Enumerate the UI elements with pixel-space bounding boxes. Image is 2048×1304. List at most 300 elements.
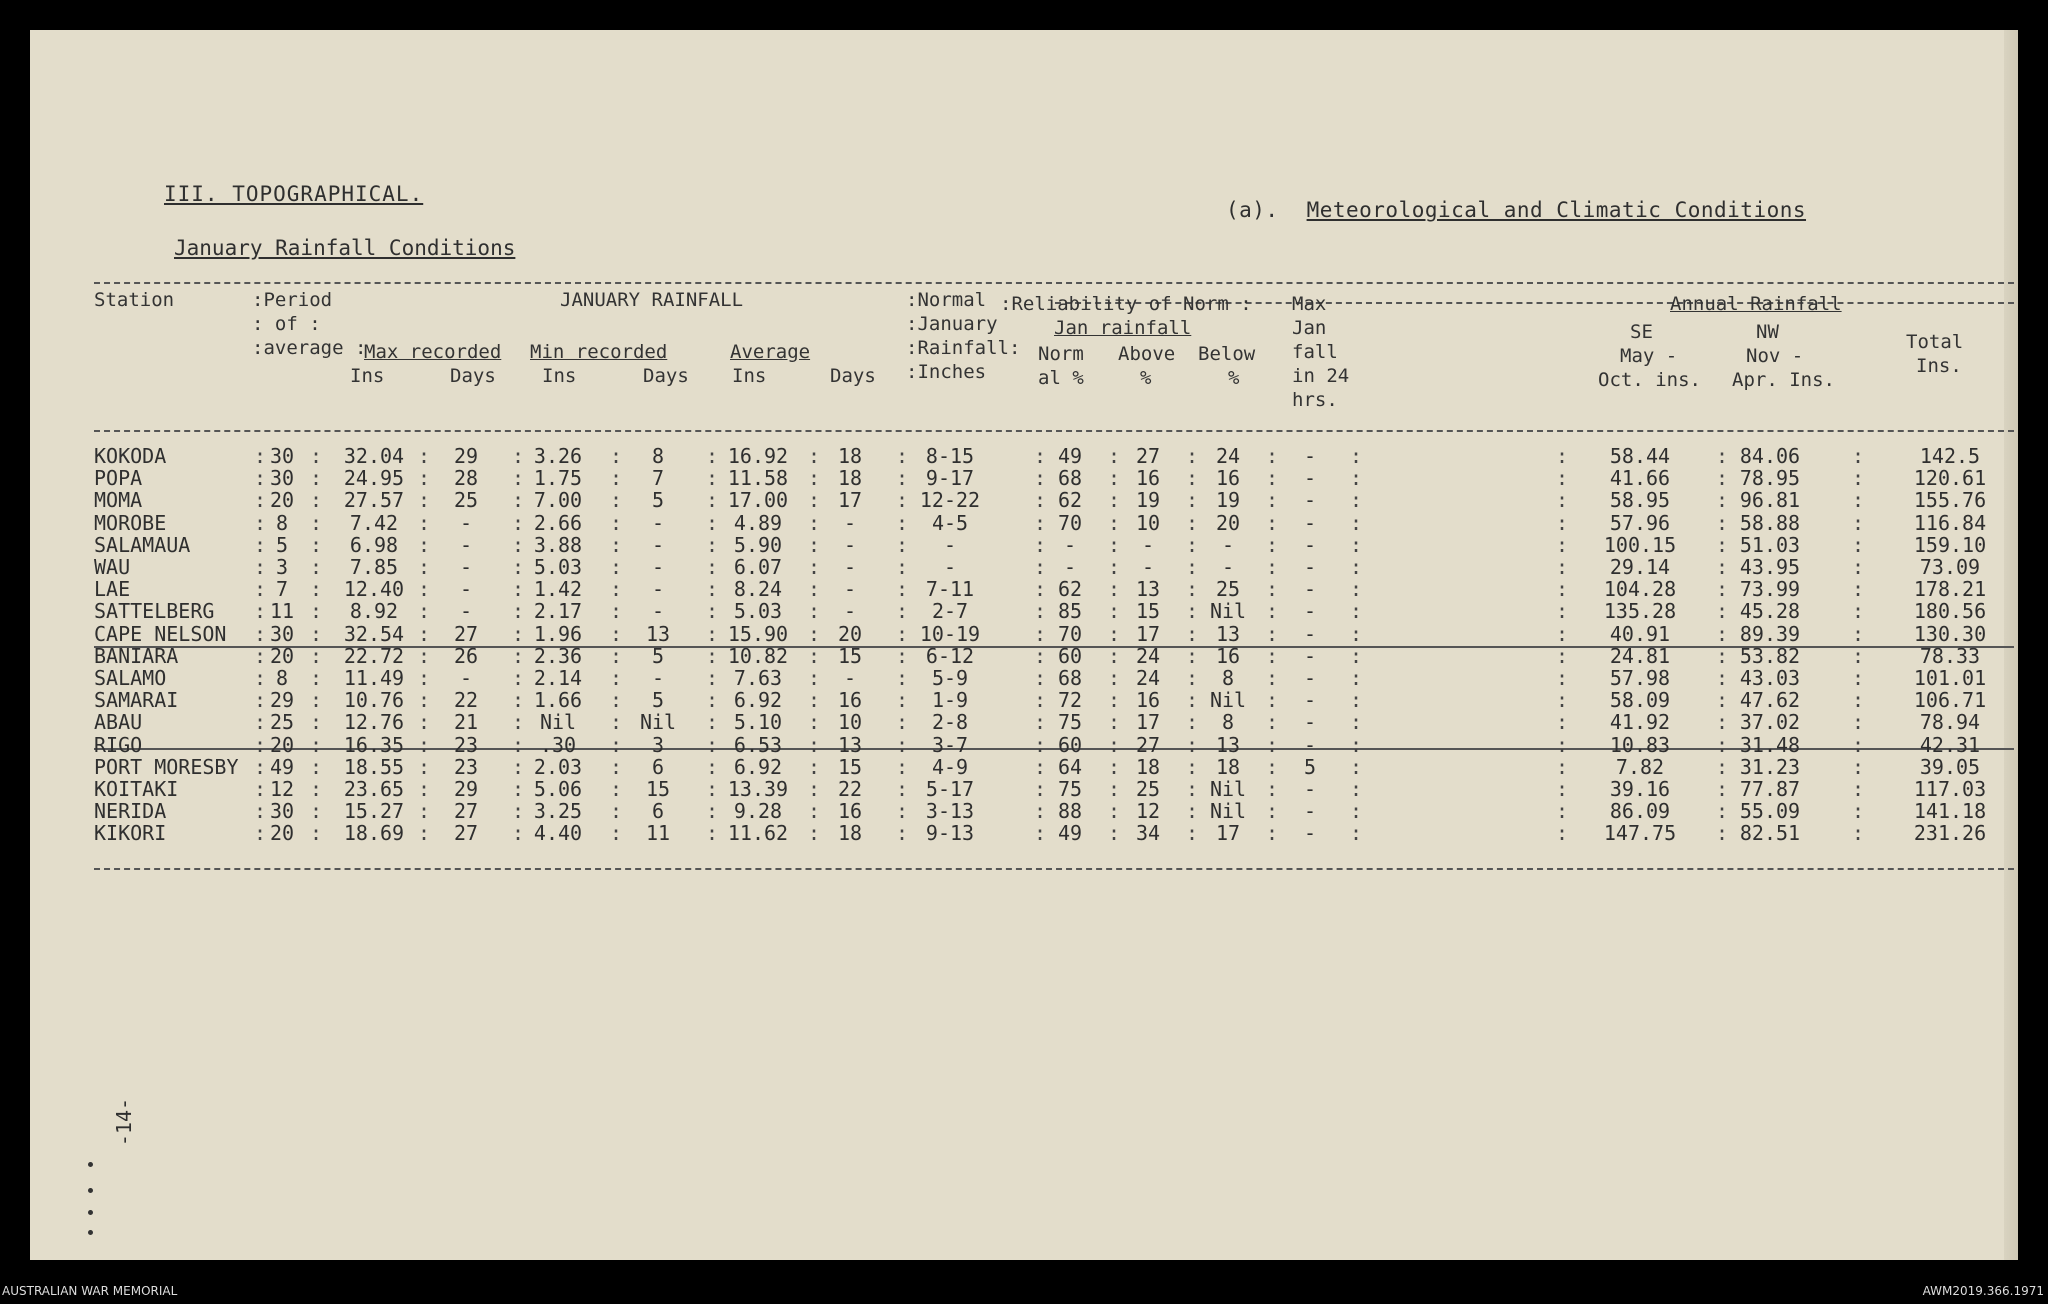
column-separator: : [896,710,909,735]
cell-avg-days: - [843,555,857,579]
cell-norm: 72 [1057,688,1083,713]
table-top-rule [94,282,2014,284]
column-separator: : [1266,577,1279,602]
cell-nw: 96.81 [1739,488,1801,513]
column-separator: : [896,732,909,757]
cell-norm: 88 [1057,799,1083,824]
cell-above: 27 [1135,444,1161,468]
column-separator: : [1186,754,1199,779]
cell-max-ins: 23.65 [343,777,405,801]
cell-norm: 85 [1057,599,1083,624]
column-separator: : [1716,710,1729,735]
column-separator: : [1556,444,1569,468]
column-separator: : [310,555,323,579]
column-separator: : [310,821,323,846]
cell-norm: 75 [1057,777,1083,801]
column-separator: : [896,555,909,579]
cell-period: 20 [269,488,295,513]
column-separator: : [1108,555,1121,579]
column-separator: : [1556,688,1569,713]
cell-nw: 89.39 [1739,621,1801,646]
cell-nw: 31.48 [1739,732,1801,757]
column-separator: : [706,532,719,557]
column-separator: : [706,754,719,779]
cell-above: 34 [1135,821,1161,846]
cell-max-days: - [459,666,473,690]
header-nw-2: Nov - [1746,345,1804,367]
column-separator: : [706,666,719,690]
cell-normal: 1-9 [931,688,969,713]
cell-min-days: 6 [651,799,665,824]
column-separator: : [1266,777,1279,801]
column-separator: : [1034,466,1047,491]
column-separator: : [610,577,623,602]
column-separator: : [808,532,821,557]
header-se-3: Oct. ins. [1598,369,1701,391]
column-separator: : [1108,710,1121,735]
cell-max-ins: 8.92 [349,599,399,624]
cell-below: 17 [1215,821,1241,846]
cell-below: Nil [1209,799,1247,824]
column-separator: : [512,732,525,757]
header-min-days: Days [643,365,689,387]
cell-normal: 5-17 [925,777,975,801]
column-separator: : [610,444,623,468]
column-separator: : [706,777,719,801]
column-separator: : [1350,555,1363,579]
column-separator: : [1716,799,1729,824]
column-separator: : [610,466,623,491]
column-separator: : [418,577,431,602]
header-maxjan-4: in 24 [1292,365,1350,387]
column-separator: : [1186,688,1199,713]
column-separator: : [418,666,431,690]
column-separator: : [310,777,323,801]
cell-normal: 4-9 [931,754,969,779]
column-separator: : [1556,777,1569,801]
cell-norm: 49 [1057,444,1083,468]
column-separator: : [1266,599,1279,624]
column-separator: : [896,821,909,846]
cell-avg-days: - [843,532,857,557]
column-separator: : [1034,599,1047,624]
cell-avg-days: 18 [837,821,863,846]
cell-below: 19 [1215,488,1241,513]
cell-nw: 82.51 [1739,821,1801,846]
column-separator: : [896,488,909,513]
punch-mark-4 [88,1230,93,1235]
column-separator: : [1266,621,1279,646]
cell-min-ins: 1.66 [533,688,583,713]
cell-normal: 12-22 [919,488,981,513]
column-separator: : [1716,510,1729,535]
cell-normal: - [943,532,957,557]
column-separator: : [896,532,909,557]
column-separator: : [254,532,267,557]
cell-se: 57.98 [1609,666,1671,690]
cell-avg-ins: 4.89 [733,510,783,535]
column-separator: : [254,599,267,624]
column-separator: : [896,621,909,646]
column-separator: : [418,777,431,801]
cell-avg-days: 17 [837,488,863,513]
cell-avg-ins: 17.00 [727,488,789,513]
header-max-ins: Ins [350,365,385,387]
column-separator: : [706,732,719,757]
column-separator: : [1716,577,1729,602]
cell-avg-days: 13 [837,732,863,757]
column-separator: : [808,643,821,668]
column-separator: : [1350,577,1363,602]
column-separator: : [610,555,623,579]
column-separator: : [254,577,267,602]
cell-nw: 31.23 [1739,754,1801,779]
cell-norm: - [1063,532,1077,557]
column-separator: : [418,466,431,491]
cell-min-ins: 2.36 [533,643,583,668]
column-separator: : [1034,621,1047,646]
cell-max-ins: 7.85 [349,555,399,579]
cell-max24: - [1303,577,1317,602]
cell-station: BANIARA [94,643,179,668]
column-separator: : [1852,754,1865,779]
column-separator: : [1108,466,1121,491]
column-separator: : [1034,732,1047,757]
cell-max-days: - [459,555,473,579]
cell-se: 10.83 [1609,732,1671,757]
cell-below: 13 [1215,732,1241,757]
column-separator: : [1852,710,1865,735]
cell-min-days: - [651,577,665,602]
cell-max24: - [1303,688,1317,713]
cell-nw: 43.03 [1739,666,1801,690]
cell-max24: - [1303,510,1317,535]
cell-avg-ins: 11.62 [727,821,789,846]
column-separator: : [512,532,525,557]
column-separator: : [1186,821,1199,846]
cell-min-ins: 2.66 [533,510,583,535]
cell-station: SALAMAUA [94,532,191,557]
header-norm-1: Norm [1038,343,1084,365]
column-separator: : [706,444,719,468]
cell-min-days: - [651,599,665,624]
punch-mark-2 [88,1188,93,1193]
cell-avg-days: 16 [837,688,863,713]
cell-total: 116.84 [1913,510,1987,535]
cell-se: 147.75 [1603,821,1677,846]
column-separator: : [418,643,431,668]
column-separator: : [1716,754,1729,779]
column-separator: : [254,510,267,535]
column-separator: : [808,510,821,535]
subsection-label: (a). [1226,198,1279,222]
cell-above: 15 [1135,599,1161,624]
column-separator: : [1034,821,1047,846]
column-separator: : [1034,510,1047,535]
column-separator: : [808,555,821,579]
column-separator: : [1350,599,1363,624]
cell-se: 58.09 [1609,688,1671,713]
cell-period: 30 [269,466,295,491]
column-separator: : [254,799,267,824]
cell-nw: 43.95 [1739,555,1801,579]
column-separator: : [896,666,909,690]
column-separator: : [1186,710,1199,735]
column-separator: : [418,510,431,535]
cell-nw: 47.62 [1739,688,1801,713]
cell-min-days: 13 [645,621,671,646]
cell-max24: - [1303,466,1317,491]
column-separator: : [1186,555,1199,579]
cell-max-ins: 22.72 [343,643,405,668]
column-separator: : [1350,821,1363,846]
column-separator: : [512,577,525,602]
column-separator: : [310,510,323,535]
column-separator: : [1852,621,1865,646]
column-separator: : [1266,643,1279,668]
column-separator: : [254,666,267,690]
column-separator: : [706,577,719,602]
column-separator: : [1034,666,1047,690]
cell-min-days: 3 [651,732,665,757]
column-separator: : [610,777,623,801]
column-separator: : [310,488,323,513]
cell-total: 231.26 [1913,821,1987,846]
cell-period: 30 [269,444,295,468]
cell-below: Nil [1209,688,1247,713]
cell-above: 27 [1135,732,1161,757]
cell-se: 104.28 [1603,577,1677,602]
header-annual-rainfall: Annual Rainfall [1670,293,1842,315]
column-separator: : [808,777,821,801]
column-separator: : [1350,621,1363,646]
column-separator: : [1556,532,1569,557]
cell-below: 25 [1215,577,1241,602]
column-separator: : [512,688,525,713]
column-separator: : [1852,577,1865,602]
column-separator: : [418,688,431,713]
column-separator: : [254,710,267,735]
column-separator: : [1108,488,1121,513]
column-separator: : [1108,577,1121,602]
column-separator: : [1108,621,1121,646]
column-separator: : [310,688,323,713]
column-separator: : [1852,532,1865,557]
cell-max-ins: 12.40 [343,577,405,602]
cell-max24: - [1303,532,1317,557]
column-separator: : [512,555,525,579]
cell-above: 10 [1135,510,1161,535]
column-separator: : [254,444,267,468]
cell-station: SATTELBERG [94,599,215,624]
column-separator: : [896,643,909,668]
header-jan-rainfall: Jan rainfall [1054,317,1192,339]
cell-max24: - [1303,666,1317,690]
column-separator: : [706,710,719,735]
column-separator: : [610,666,623,690]
column-separator: : [1716,777,1729,801]
cell-se: 29.14 [1609,555,1671,579]
cell-min-ins: 4.40 [533,821,583,846]
cell-norm: 62 [1057,488,1083,513]
cell-max-ins: 24.95 [343,466,405,491]
cell-min-days: 5 [651,488,665,513]
column-separator: : [1034,532,1047,557]
header-normal-1: :Normal [906,289,987,311]
column-separator: : [1266,732,1279,757]
cell-period: 11 [269,599,295,624]
column-separator: : [1186,532,1199,557]
cell-max24: - [1303,821,1317,846]
page-number: -14- [112,1097,137,1147]
column-separator: : [808,577,821,602]
cell-max24: - [1303,555,1317,579]
cell-se: 41.92 [1609,710,1671,735]
column-separator: : [1350,777,1363,801]
column-separator: : [1186,510,1199,535]
column-separator: : [610,732,623,757]
cell-min-ins: 2.17 [533,599,583,624]
cell-min-ins: 1.96 [533,621,583,646]
cell-below: 8 [1221,710,1235,735]
cell-max-ins: 18.55 [343,754,405,779]
column-separator: : [1266,688,1279,713]
column-separator: : [1034,777,1047,801]
cell-max-ins: 10.76 [343,688,405,713]
column-separator: : [1556,643,1569,668]
column-separator: : [1266,821,1279,846]
column-separator: : [254,466,267,491]
cell-max-days: 25 [453,488,479,513]
column-separator: : [1852,821,1865,846]
cell-total: 178.21 [1913,577,1987,602]
column-separator: : [1556,732,1569,757]
column-separator: : [1852,777,1865,801]
column-separator: : [1034,754,1047,779]
cell-above: 17 [1135,621,1161,646]
cell-avg-ins: 10.82 [727,643,789,668]
column-separator: : [310,710,323,735]
column-separator: : [1716,466,1729,491]
header-period-3: :average : [252,337,367,359]
column-separator: : [706,510,719,535]
column-separator: : [610,510,623,535]
column-separator: : [1034,488,1047,513]
cell-min-ins: Nil [539,710,577,735]
column-separator: : [808,732,821,757]
column-separator: : [418,621,431,646]
column-separator: : [1034,688,1047,713]
column-separator: : [512,444,525,468]
cell-period: 8 [275,510,289,535]
cell-se: 41.66 [1609,466,1671,491]
header-normal-2: :January [906,313,998,335]
column-separator: : [310,621,323,646]
cell-se: 86.09 [1609,799,1671,824]
header-period-1: :Period [252,289,333,311]
cell-min-days: - [651,510,665,535]
cell-max-days: 28 [453,466,479,491]
column-separator: : [512,488,525,513]
cell-total: 106.71 [1913,688,1987,713]
cell-min-ins: 5.06 [533,777,583,801]
column-separator: : [310,643,323,668]
cell-total: 120.61 [1913,466,1987,491]
cell-period: 30 [269,799,295,824]
column-separator: : [896,777,909,801]
column-separator: : [1266,532,1279,557]
cell-norm: 62 [1057,577,1083,602]
cell-normal: 2-8 [931,710,969,735]
column-separator: : [418,532,431,557]
column-separator: : [1852,466,1865,491]
cell-max-ins: 32.54 [343,621,405,646]
cell-below: Nil [1209,777,1247,801]
column-separator: : [808,688,821,713]
cell-min-ins: 2.03 [533,754,583,779]
cell-max-days: 23 [453,754,479,779]
cell-avg-ins: 8.24 [733,577,783,602]
cell-below: 24 [1215,444,1241,468]
cell-max-ins: 32.04 [343,444,405,468]
cell-normal: 9-13 [925,821,975,846]
cell-avg-ins: 6.92 [733,754,783,779]
cell-min-ins: 7.00 [533,488,583,513]
column-separator: : [1186,732,1199,757]
column-separator: : [418,555,431,579]
header-maxjan-5: hrs. [1292,389,1338,411]
column-separator: : [1350,799,1363,824]
cell-station: PORT MORESBY [94,754,239,779]
cell-normal: 2-7 [931,599,969,624]
cell-norm: 70 [1057,510,1083,535]
cell-above: - [1141,532,1155,557]
cell-min-days: 5 [651,688,665,713]
cell-period: 20 [269,643,295,668]
column-separator: : [512,466,525,491]
cell-nw: 37.02 [1739,710,1801,735]
cell-below: 13 [1215,621,1241,646]
cell-avg-days: - [843,599,857,624]
cell-total: 78.33 [1919,643,1981,668]
column-separator: : [1852,732,1865,757]
cell-normal: 6-12 [925,643,975,668]
cell-max-days: 23 [453,732,479,757]
column-separator: : [1108,532,1121,557]
cell-norm: 64 [1057,754,1083,779]
cell-normal: 7-11 [925,577,975,602]
cell-max24: - [1303,621,1317,646]
cell-above: 17 [1135,710,1161,735]
column-separator: : [808,599,821,624]
cell-avg-ins: 6.92 [733,688,783,713]
cell-min-ins: 1.75 [533,466,583,491]
header-se-1: SE [1630,321,1653,343]
cell-max24: - [1303,488,1317,513]
table-bottom-rule [94,868,2014,870]
column-separator: : [1266,510,1279,535]
cell-avg-ins: 5.03 [733,599,783,624]
cell-avg-days: 22 [837,777,863,801]
column-separator: : [1034,555,1047,579]
cell-avg-days: - [843,510,857,535]
cell-se: 40.91 [1609,621,1671,646]
column-separator: : [808,488,821,513]
cell-station: KIKORI [94,821,167,846]
column-separator: : [1350,466,1363,491]
header-january-rainfall: JANUARY RAINFALL [560,289,744,311]
cell-se: 100.15 [1603,532,1677,557]
